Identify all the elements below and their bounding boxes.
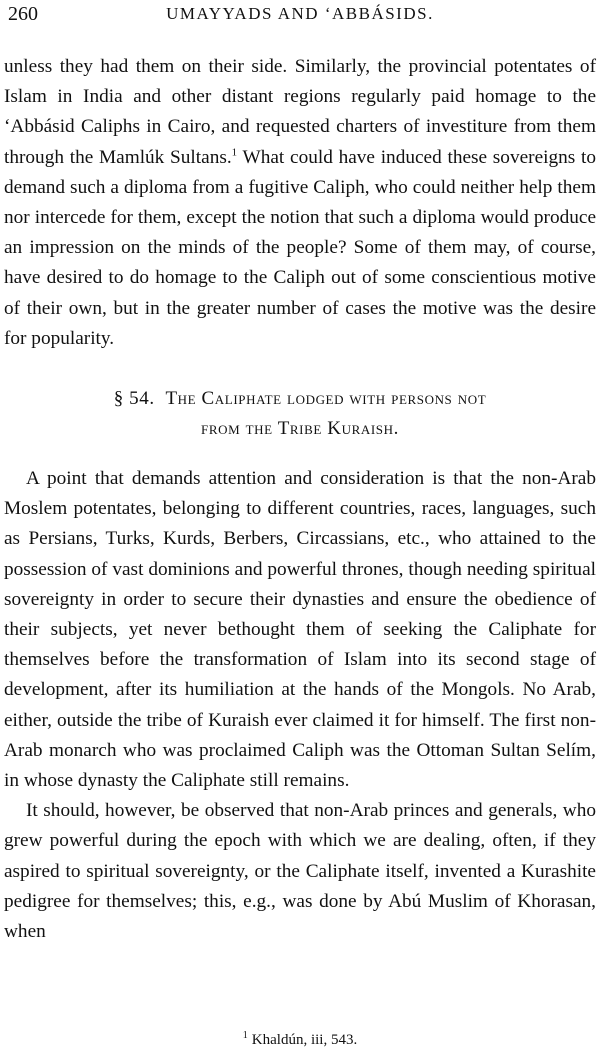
paragraph-text: unless they had them on their side. Similarly, the provincial potentates of Islam in India and other distant regions regularly paid homage to the ‘Abbásid Caliphs in Cairo, and requested charters of investiture from them through the Mamlúk Sultans. bbox=[4, 56, 596, 168]
running-title: UMAYYADS AND ‘ABBÁSIDS. bbox=[166, 4, 434, 23]
footnote-text: Khaldún, iii, 543. bbox=[251, 1032, 358, 1048]
body-text bbox=[4, 52, 596, 947]
section-paragraph: A point that demands attention and consideration is that the non-Arab Moslem potentates, belonging to different countries, races, languages, such as Persians, Turks, Kurds, Berbers, Circassians, etc., who attained to the possession of vast dominions and powerful thrones, though needing spiritual sovereignty in order to secure their dynasties and ensure the obedience of their subjects, yet never bethought them of seeking the Caliphate for themselves before the transformation of Islam into its second stage of development, after its humiliation at the hands of the Mongols. No Arab, either, outside the tribe of Kuraish ever claimed it for himself. The first non-Arab monarch who was proclaimed Caliph was the Ottoman Sultan Selím, in whose dynasty the Caliphate still remains. bbox=[4, 468, 596, 792]
footnote-mark: 1 bbox=[242, 1030, 248, 1041]
page-number: 260 bbox=[8, 3, 38, 25]
paragraph-text-continued: What could have induced these sovereigns to demand such a diploma from a fugitive Caliph, who could neither help them nor intercede for them, except the notion that such a diploma would produce an impression on the minds of the people? Some of them may, of course, have desired to do homage to the Caliph out of some conscientious motive of their own, but in the greater number of cases the motive was the desire for popularity. bbox=[4, 146, 596, 349]
section-paragraph: It should, however, be observed that non-Arab princes and generals, who grew powerful during the epoch with which we are dealing, often, if they aspired to spiritual sovereignty, or the Caliphate itself, invented a Kurashite pedigree for themselves; this, e.g., was done by Abú Muslim of Khorasan, when bbox=[4, 800, 596, 943]
section-title-part-2: from the Tribe Kuraish. bbox=[201, 418, 399, 440]
section-number: § 54. bbox=[113, 388, 155, 410]
section-heading bbox=[4, 384, 596, 444]
continuation-paragraph bbox=[4, 52, 596, 354]
footnote-reference: 1 bbox=[231, 146, 238, 159]
section-title-part-1: The Caliphate lodged with persons not bbox=[165, 388, 487, 410]
running-head bbox=[4, 0, 596, 30]
section-heading-line-1 bbox=[4, 384, 596, 414]
footnote bbox=[0, 1030, 600, 1049]
